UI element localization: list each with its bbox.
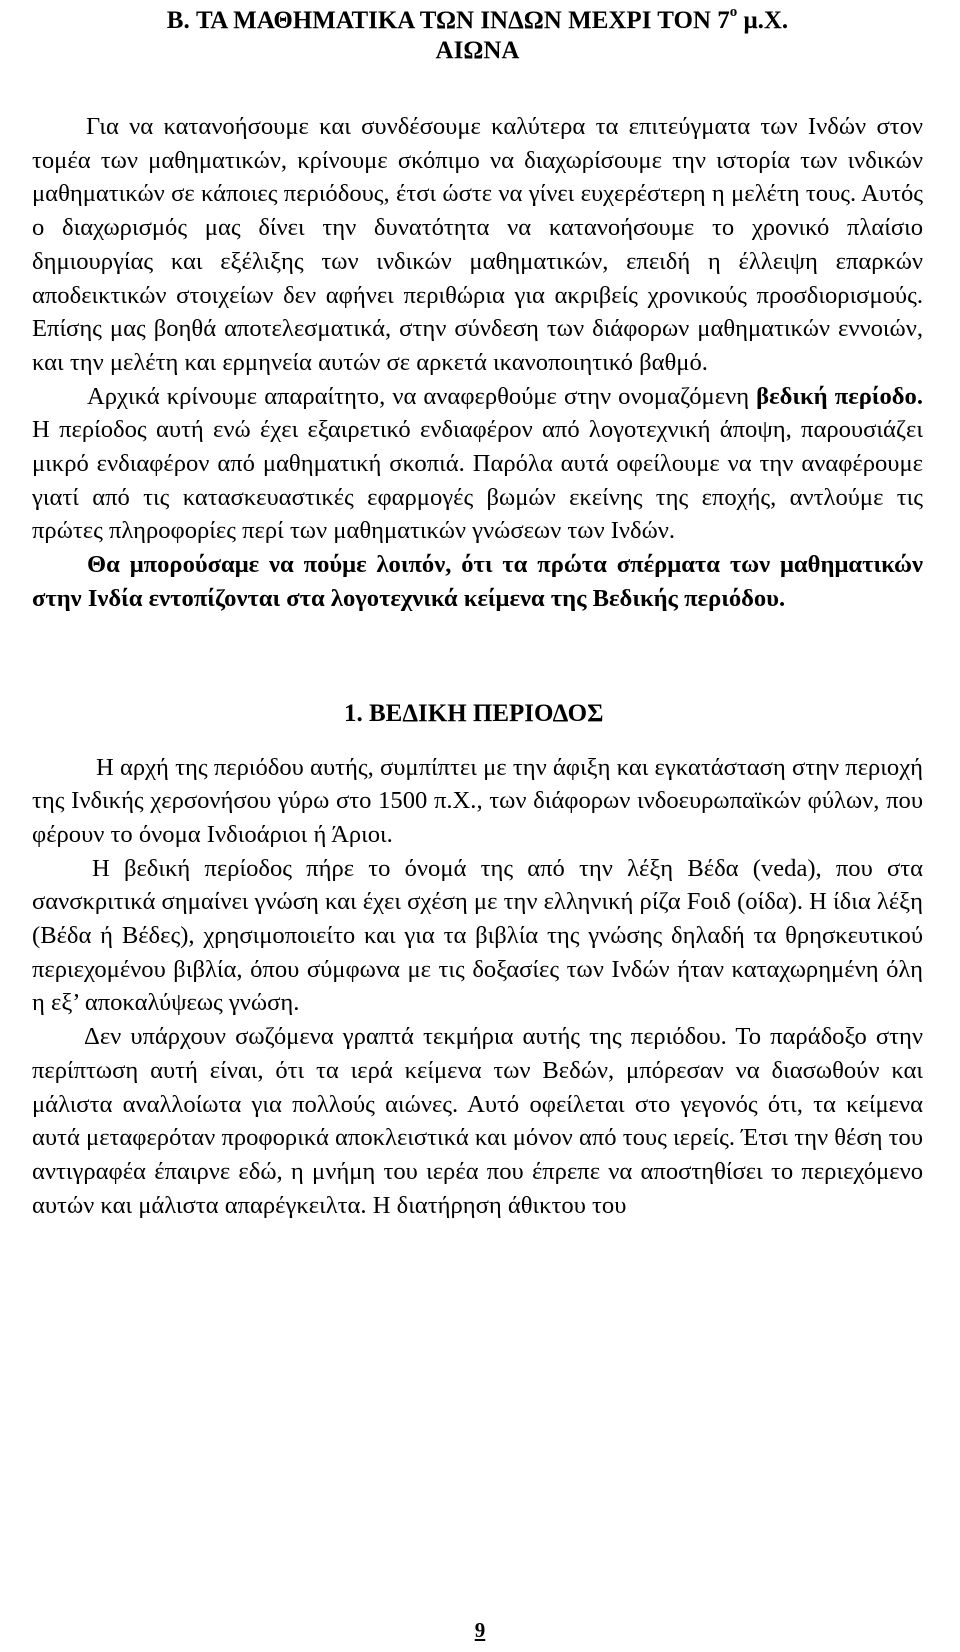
section-paragraph-3: Δεν υπάρχουν σωζόμενα γραπτά τεκμήρια αυτής της περιόδου. Το παράδοξο στην περίπτωση αυτή είναι, ότι τα ιερά κείμενα των Βεδών, μπόρεσαν να διασωθούν και μάλιστα αναλλοίωτα για πολλούς αιώνες. Αυτό οφείλεται στο γεγονός ότι, τα κείμενα αυτά μεταφερόταν προφορικά αποκλειστικά και μόνον από τους ιερείς. Έτσι την θέση του αντιγραφέα έπαιρνε εδώ, η μνήμη του ιερέα που έπρεπε να αποστηθίσει το περιεχόμενο αυτών και μάλιστα απαρέγκειλτα. Η διατήρηση άθικτου του: [32, 1023, 923, 1219]
intro-paragraph-1: Για να κατανοήσουμε και συνδέσουμε καλύτερα τα επιτεύγματα των Ινδών στον τομέα των μαθηματικών, κρίνουμε σκόπιμο να διαχωρίσουμε την ιστορία των ινδικών μαθηματικών σε κάποιες περιόδους, έτσι ώστε να γίνει ευχερέστερη η μελέτη τους. Αυτός ο διαχωρισμός μας δίνει την δυνατότητα να κατανοήσουμε το χρονικό πλαίσιο δημιουργίας και εξέλιξης των ινδικών μαθηματικών, επειδή η έλλειψη επαρκών αποδεικτικών στοιχείων δεν αφήνει περιθώρια για ακριβείς χρονικούς προσδιορισμούς. Επίσης μας βοηθά αποτελεσματικά, στην σύνδεση των διάφορων μαθηματικών εννοιών, και την μελέτη και ερμηνεία αυτών σε αρκετά ικανοποιητικό βαθμό.: [32, 113, 923, 376]
intro-conclusion-paragraph: Θα μπορούσαμε να πούμε λοιπόν, ότι τα πρώτα σπέρματα των μαθηματικών στην Ινδία εντοπίζονται στα λογοτεχνικά κείμενα της Βεδικής περιόδου.: [32, 551, 923, 612]
intro-paragraph-2: [32, 380, 923, 549]
vedic-period-term: βεδική περίοδο.: [756, 382, 923, 410]
chapter-heading: [32, 6, 923, 66]
page-number: 9: [474, 1618, 486, 1642]
intro-paragraph-2-rest: Η περίοδος αυτή ενώ έχει εξαιρετικό ενδιαφέρον από λογοτεχνική άποψη, παρουσιάζει μικρό ενδιαφέρον από μαθηματική σκοπιά. Παρόλα αυτά οφείλουμε να την αναφέρουμε γιατί από τις κατασκευαστικές εφαρμογές βωμών εκείνης της εποχής, αντλούμε τις πρώτες πληροφορίες περί των μαθηματικών γνώσεων των Ινδών.: [32, 416, 923, 545]
intro-paragraph-2-start: Αρχικά κρίνουμε απαραίτητο, να αναφερθούμε στην ονομαζόμενη: [87, 382, 757, 410]
document-page: [32, 6, 923, 1222]
section-title: 1. ΒΕΔΙΚΗ ΠΕΡΙΟΔΟΣ: [344, 699, 604, 727]
chapter-heading-line2: ΑΙΩΝΑ: [435, 37, 520, 64]
section-paragraph-2: Η βεδική περίοδος πήρε το όνομά της από την λέξη Βέδα (veda), που στα σανσκριτικά σημαίνει γνώση και έχει σχέση με την ελληνική ρίζα Fοιδ (οίδα). Η ίδια λέξη (Βέδα ή Βέδες), χρησιμοποιείτο και για τα βιβλία της γνώσης δηλαδή τα θρησκευτικού περιεχομένου βιβλία, όπου σύμφωνα με τις δοξασίες των Ινδών ήταν καταχωρημένη όλη η εξ’ αποκαλύψεως γνώση.: [32, 854, 923, 1017]
chapter-heading-prefix: B. ΤΑ ΜΑΘΗΜΑΤΙΚΑ ΤΩΝ ΙΝΔΩΝ ΜΕΧΡΙ ΤΟΝ 7: [166, 7, 730, 34]
chapter-heading-suffix: μ.Χ.: [737, 7, 789, 34]
chapter-heading-superscript: ο: [729, 4, 738, 20]
section-paragraph-1: Η αρχή της περιόδου αυτής, συμπίπτει με την άφιξη και εγκατάσταση στην περιοχή της Ινδικής χερσονήσου γύρω στο 1500 π.Χ., των διάφορων ινδοευρωπαϊκών φύλων, που φέρουν το όνομα Ινδιοάριοι ή Άριοι.: [32, 753, 923, 848]
